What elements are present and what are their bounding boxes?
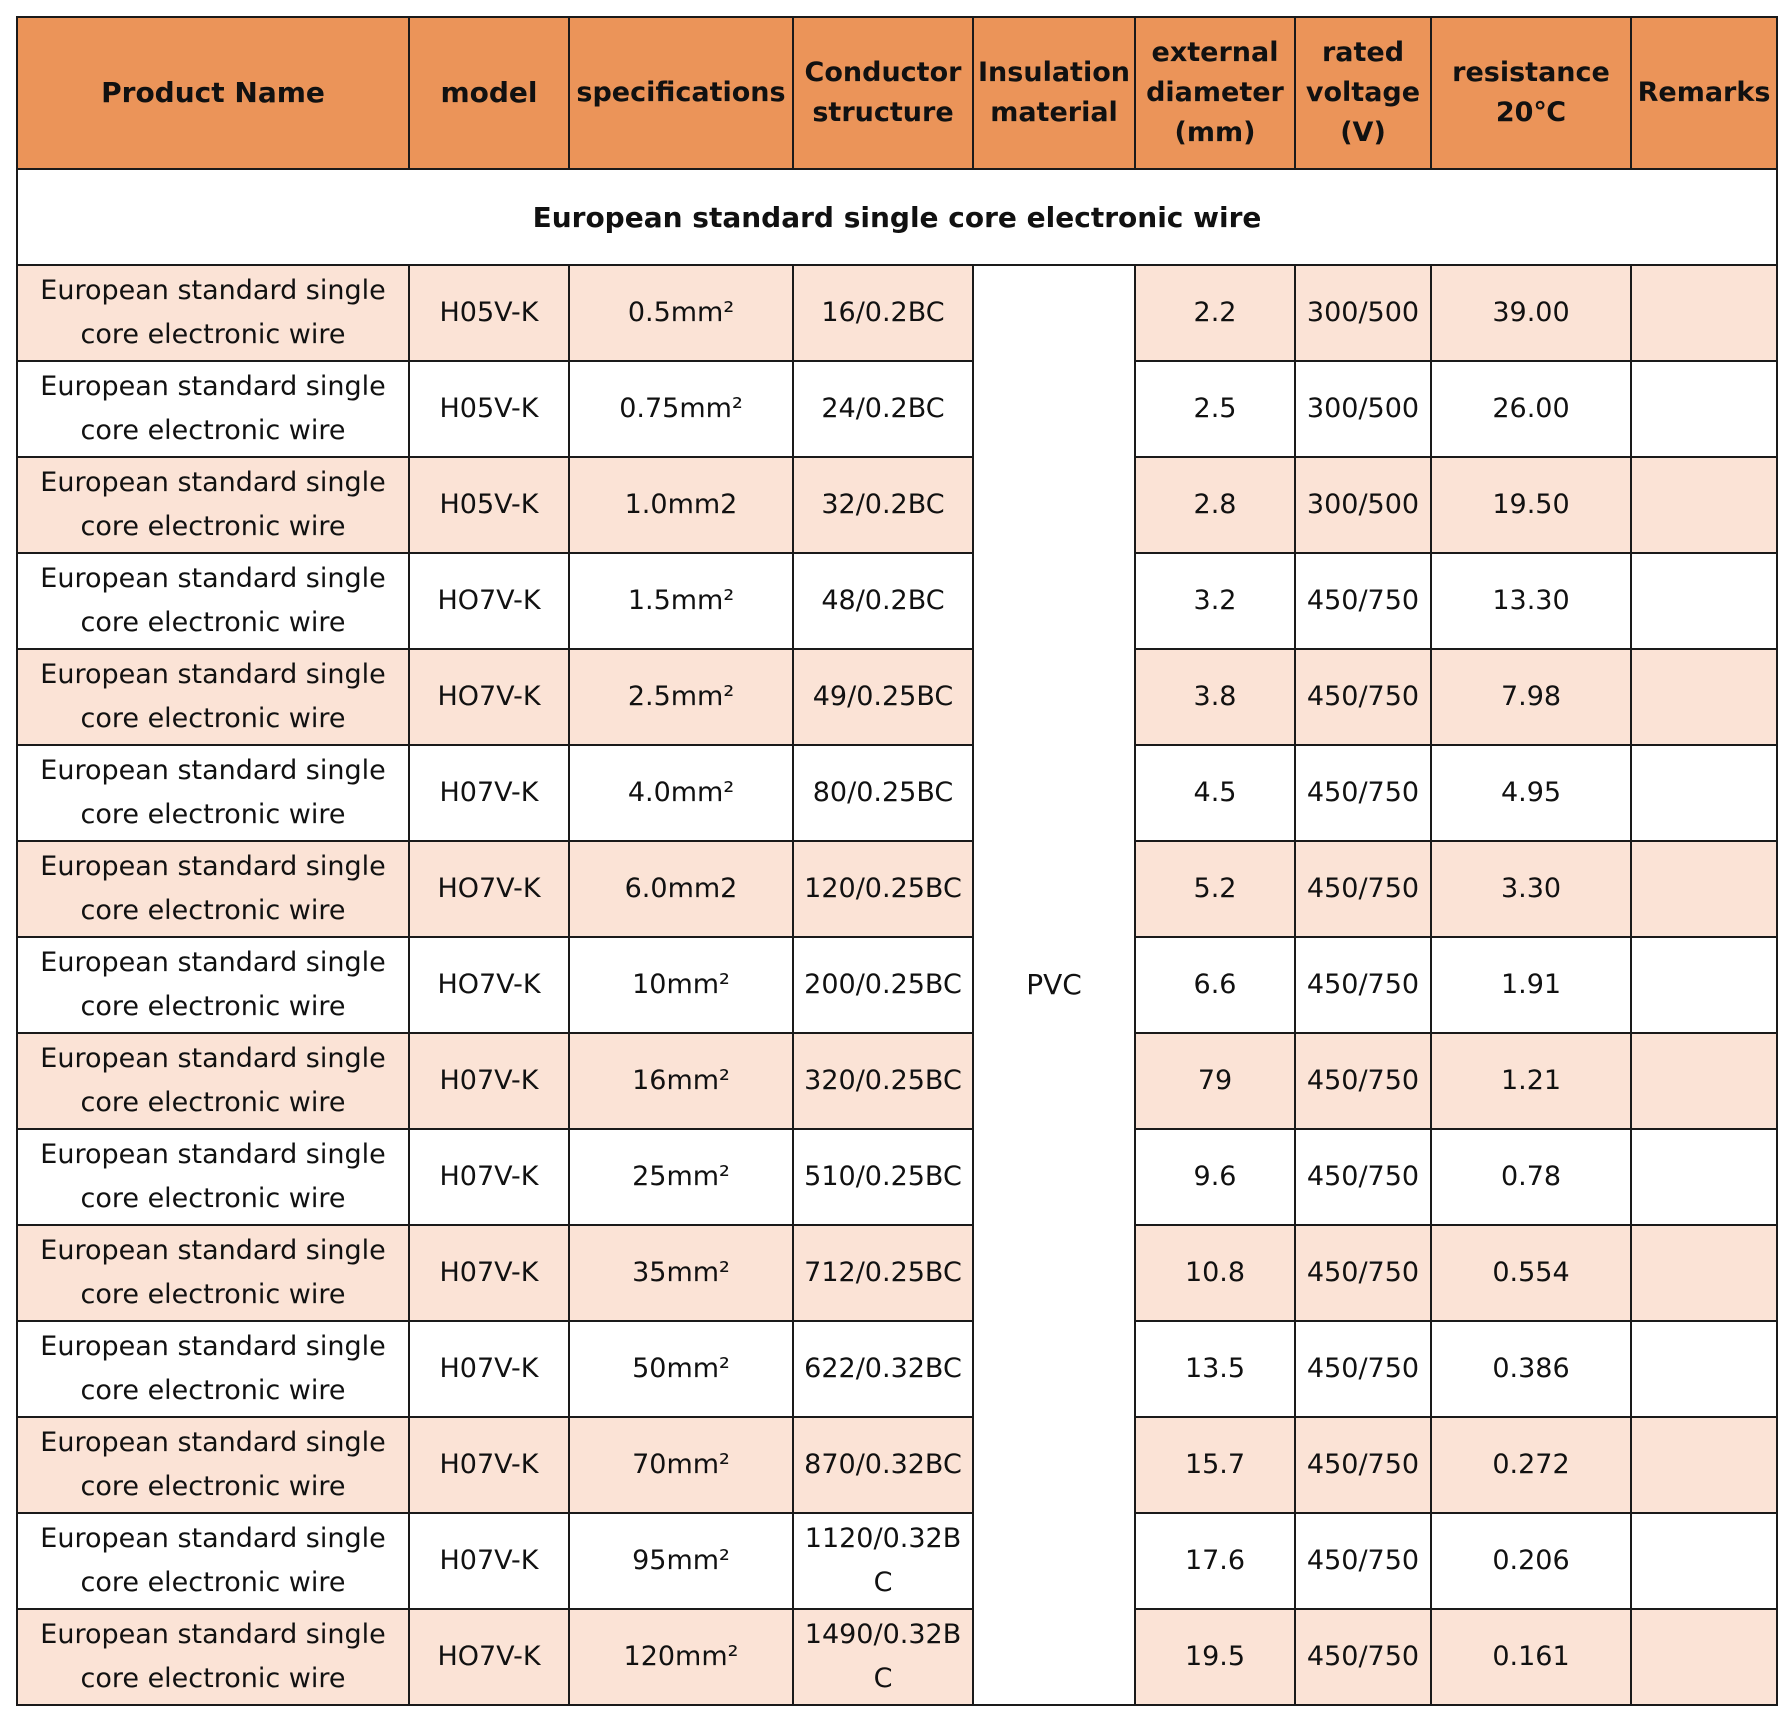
table-row bbox=[17, 937, 1777, 1033]
diameter-cell: 3.2 bbox=[1135, 553, 1295, 649]
conductor-cell: 870/0.32BC bbox=[793, 1417, 973, 1513]
header-insulation-material: Insulation material bbox=[973, 17, 1135, 169]
model-cell: H05V-K bbox=[409, 361, 569, 457]
spec-cell: 1.5mm² bbox=[569, 553, 793, 649]
section-row bbox=[17, 169, 1777, 265]
remarks-cell bbox=[1631, 745, 1777, 841]
header-conductor-structure: Conductor structure bbox=[793, 17, 973, 169]
diameter-cell: 79 bbox=[1135, 1033, 1295, 1129]
conductor-cell: 80/0.25BC bbox=[793, 745, 973, 841]
remarks-cell bbox=[1631, 265, 1777, 361]
conductor-cell: 320/0.25BC bbox=[793, 1033, 973, 1129]
voltage-cell: 300/500 bbox=[1295, 265, 1431, 361]
spec-cell: 50mm² bbox=[569, 1321, 793, 1417]
diameter-cell: 15.7 bbox=[1135, 1417, 1295, 1513]
header-remarks: Remarks bbox=[1631, 17, 1777, 169]
model-cell: HO7V-K bbox=[409, 1609, 569, 1705]
diameter-cell: 5.2 bbox=[1135, 841, 1295, 937]
wire-spec-table bbox=[16, 16, 1778, 1706]
conductor-cell: 16/0.2BC bbox=[793, 265, 973, 361]
spec-cell: 1.0mm2 bbox=[569, 457, 793, 553]
insulation-material-cell: PVC bbox=[973, 265, 1135, 1705]
remarks-cell bbox=[1631, 1609, 1777, 1705]
table-row bbox=[17, 1417, 1777, 1513]
remarks-cell bbox=[1631, 1033, 1777, 1129]
resistance-cell: 0.161 bbox=[1431, 1609, 1631, 1705]
resistance-cell: 26.00 bbox=[1431, 361, 1631, 457]
voltage-cell: 450/750 bbox=[1295, 1129, 1431, 1225]
resistance-cell: 13.30 bbox=[1431, 553, 1631, 649]
model-cell: H07V-K bbox=[409, 1225, 569, 1321]
table-row bbox=[17, 1321, 1777, 1417]
product-name-cell: European standard single core electronic wire bbox=[17, 1225, 409, 1321]
voltage-cell: 300/500 bbox=[1295, 361, 1431, 457]
voltage-cell: 450/750 bbox=[1295, 553, 1431, 649]
header-model: model bbox=[409, 17, 569, 169]
diameter-cell: 9.6 bbox=[1135, 1129, 1295, 1225]
spec-cell: 120mm² bbox=[569, 1609, 793, 1705]
model-cell: H07V-K bbox=[409, 1417, 569, 1513]
voltage-cell: 450/750 bbox=[1295, 745, 1431, 841]
voltage-cell: 450/750 bbox=[1295, 937, 1431, 1033]
model-cell: HO7V-K bbox=[409, 841, 569, 937]
remarks-cell bbox=[1631, 649, 1777, 745]
spec-cell: 0.75mm² bbox=[569, 361, 793, 457]
resistance-cell: 0.554 bbox=[1431, 1225, 1631, 1321]
remarks-cell bbox=[1631, 361, 1777, 457]
voltage-cell: 450/750 bbox=[1295, 1033, 1431, 1129]
table-row bbox=[17, 553, 1777, 649]
header-external-diameter: external diameter (mm) bbox=[1135, 17, 1295, 169]
product-name-cell: European standard single core electronic wire bbox=[17, 265, 409, 361]
table-row bbox=[17, 1609, 1777, 1705]
diameter-cell: 13.5 bbox=[1135, 1321, 1295, 1417]
model-cell: HO7V-K bbox=[409, 649, 569, 745]
resistance-cell: 3.30 bbox=[1431, 841, 1631, 937]
product-name-cell: European standard single core electronic wire bbox=[17, 1321, 409, 1417]
section-title: European standard single core electronic wire bbox=[17, 169, 1777, 265]
voltage-cell: 300/500 bbox=[1295, 457, 1431, 553]
resistance-cell: 0.78 bbox=[1431, 1129, 1631, 1225]
product-name-cell: European standard single core electronic wire bbox=[17, 649, 409, 745]
spec-cell: 6.0mm2 bbox=[569, 841, 793, 937]
header-resistance: resistance 20℃ bbox=[1431, 17, 1631, 169]
table-row bbox=[17, 841, 1777, 937]
remarks-cell bbox=[1631, 1321, 1777, 1417]
product-name-cell: European standard single core electronic wire bbox=[17, 937, 409, 1033]
product-name-cell: European standard single core electronic wire bbox=[17, 1513, 409, 1609]
model-cell: H07V-K bbox=[409, 1033, 569, 1129]
resistance-cell: 39.00 bbox=[1431, 265, 1631, 361]
diameter-cell: 2.2 bbox=[1135, 265, 1295, 361]
model-cell: H05V-K bbox=[409, 265, 569, 361]
table-row bbox=[17, 361, 1777, 457]
product-name-cell: European standard single core electronic wire bbox=[17, 1417, 409, 1513]
voltage-cell: 450/750 bbox=[1295, 1225, 1431, 1321]
table-row bbox=[17, 745, 1777, 841]
spec-cell: 95mm² bbox=[569, 1513, 793, 1609]
resistance-cell: 7.98 bbox=[1431, 649, 1631, 745]
diameter-cell: 10.8 bbox=[1135, 1225, 1295, 1321]
table-row bbox=[17, 1033, 1777, 1129]
spec-cell: 16mm² bbox=[569, 1033, 793, 1129]
resistance-cell: 0.272 bbox=[1431, 1417, 1631, 1513]
model-cell: H07V-K bbox=[409, 745, 569, 841]
conductor-cell: 1490/0.32BC bbox=[793, 1609, 973, 1705]
conductor-cell: 510/0.25BC bbox=[793, 1129, 973, 1225]
remarks-cell bbox=[1631, 1129, 1777, 1225]
resistance-cell: 4.95 bbox=[1431, 745, 1631, 841]
spec-cell: 25mm² bbox=[569, 1129, 793, 1225]
diameter-cell: 19.5 bbox=[1135, 1609, 1295, 1705]
voltage-cell: 450/750 bbox=[1295, 1321, 1431, 1417]
diameter-cell: 4.5 bbox=[1135, 745, 1295, 841]
remarks-cell bbox=[1631, 553, 1777, 649]
spec-cell: 4.0mm² bbox=[569, 745, 793, 841]
model-cell: HO7V-K bbox=[409, 937, 569, 1033]
model-cell: H07V-K bbox=[409, 1513, 569, 1609]
table-row bbox=[17, 649, 1777, 745]
resistance-cell: 0.386 bbox=[1431, 1321, 1631, 1417]
header-specifications: specifications bbox=[569, 17, 793, 169]
product-name-cell: European standard single core electronic wire bbox=[17, 553, 409, 649]
product-name-cell: European standard single core electronic wire bbox=[17, 1033, 409, 1129]
conductor-cell: 622/0.32BC bbox=[793, 1321, 973, 1417]
table-row bbox=[17, 1129, 1777, 1225]
product-name-cell: European standard single core electronic wire bbox=[17, 1129, 409, 1225]
voltage-cell: 450/750 bbox=[1295, 649, 1431, 745]
spec-cell: 10mm² bbox=[569, 937, 793, 1033]
model-cell: H07V-K bbox=[409, 1129, 569, 1225]
conductor-cell: 712/0.25BC bbox=[793, 1225, 973, 1321]
model-cell: H05V-K bbox=[409, 457, 569, 553]
table-row bbox=[17, 1513, 1777, 1609]
table-row bbox=[17, 1225, 1777, 1321]
diameter-cell: 2.8 bbox=[1135, 457, 1295, 553]
product-name-cell: European standard single core electronic wire bbox=[17, 457, 409, 553]
remarks-cell bbox=[1631, 1225, 1777, 1321]
voltage-cell: 450/750 bbox=[1295, 1513, 1431, 1609]
spec-cell: 0.5mm² bbox=[569, 265, 793, 361]
voltage-cell: 450/750 bbox=[1295, 1417, 1431, 1513]
table-row bbox=[17, 457, 1777, 553]
product-name-cell: European standard single core electronic wire bbox=[17, 1609, 409, 1705]
spec-cell: 35mm² bbox=[569, 1225, 793, 1321]
diameter-cell: 3.8 bbox=[1135, 649, 1295, 745]
conductor-cell: 49/0.25BC bbox=[793, 649, 973, 745]
header-product-name: Product Name bbox=[17, 17, 409, 169]
voltage-cell: 450/750 bbox=[1295, 841, 1431, 937]
product-name-cell: European standard single core electronic wire bbox=[17, 841, 409, 937]
resistance-cell: 0.206 bbox=[1431, 1513, 1631, 1609]
diameter-cell: 6.6 bbox=[1135, 937, 1295, 1033]
header-row bbox=[17, 17, 1777, 169]
diameter-cell: 17.6 bbox=[1135, 1513, 1295, 1609]
resistance-cell: 1.91 bbox=[1431, 937, 1631, 1033]
spec-cell: 2.5mm² bbox=[569, 649, 793, 745]
product-name-cell: European standard single core electronic wire bbox=[17, 361, 409, 457]
resistance-cell: 19.50 bbox=[1431, 457, 1631, 553]
conductor-cell: 200/0.25BC bbox=[793, 937, 973, 1033]
remarks-cell bbox=[1631, 937, 1777, 1033]
header-rated-voltage: rated voltage (V) bbox=[1295, 17, 1431, 169]
remarks-cell bbox=[1631, 841, 1777, 937]
remarks-cell bbox=[1631, 1513, 1777, 1609]
conductor-cell: 24/0.2BC bbox=[793, 361, 973, 457]
model-cell: HO7V-K bbox=[409, 553, 569, 649]
conductor-cell: 120/0.25BC bbox=[793, 841, 973, 937]
remarks-cell bbox=[1631, 1417, 1777, 1513]
remarks-cell bbox=[1631, 457, 1777, 553]
table-row bbox=[17, 265, 1777, 361]
conductor-cell: 1120/0.32BC bbox=[793, 1513, 973, 1609]
voltage-cell: 450/750 bbox=[1295, 1609, 1431, 1705]
model-cell: H07V-K bbox=[409, 1321, 569, 1417]
conductor-cell: 32/0.2BC bbox=[793, 457, 973, 553]
spec-cell: 70mm² bbox=[569, 1417, 793, 1513]
conductor-cell: 48/0.2BC bbox=[793, 553, 973, 649]
product-name-cell: European standard single core electronic wire bbox=[17, 745, 409, 841]
resistance-cell: 1.21 bbox=[1431, 1033, 1631, 1129]
diameter-cell: 2.5 bbox=[1135, 361, 1295, 457]
